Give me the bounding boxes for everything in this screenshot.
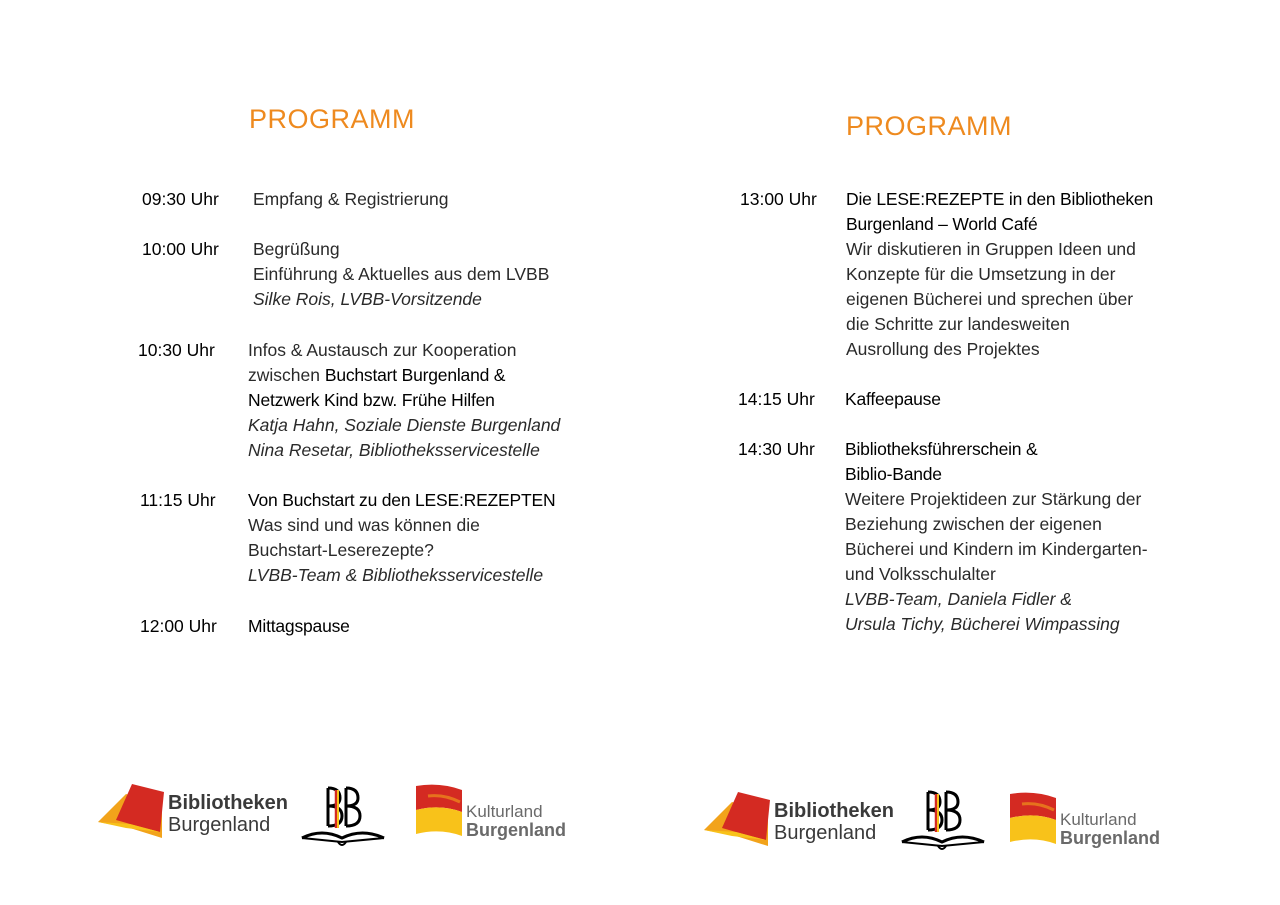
entry-speaker: Nina Resetar, Bibliotheksservicestelle xyxy=(248,440,540,460)
lvbb-book-logo xyxy=(300,782,386,848)
kulturland-flag-icon xyxy=(414,784,466,838)
bibliotheken-logo-text: Bibliotheken xyxy=(774,800,895,822)
entry-text-bold: Mittagspause xyxy=(248,616,350,636)
left-page-title: PROGRAMM xyxy=(249,104,415,134)
entry-text-bold: Burgenland – World Café xyxy=(846,214,1038,234)
right-logo-bar xyxy=(702,786,1172,866)
entry-time: 13:00 Uhr xyxy=(740,189,817,209)
entry-text: Beziehung zwischen der eigenen xyxy=(845,514,1102,534)
bibliotheken-burgenland-logo xyxy=(96,778,289,843)
entry-text: Buchstart-Leserezepte? xyxy=(248,540,434,560)
entry-text: Ausrollung des Projektes xyxy=(846,339,1040,359)
lvbb-book-logo xyxy=(900,786,986,852)
lvbb-book-icon xyxy=(300,782,386,848)
kulturland-burgenland-logo xyxy=(1008,792,1161,852)
entry-text: die Schritte zur landesweiten xyxy=(846,314,1070,334)
entry-text: zwischen xyxy=(248,365,325,385)
entry-speaker: LVBB-Team & Bibliotheksservicestelle xyxy=(248,565,544,585)
entry-text: Konzepte für die Umsetzung in der xyxy=(846,264,1116,284)
entry-time: 14:15 Uhr xyxy=(738,389,815,409)
entry-text-bold: Kaffeepause xyxy=(845,389,941,409)
entry-time: 11:15 Uhr xyxy=(140,490,216,510)
entry-speaker: Katja Hahn, Soziale Dienste Burgenland xyxy=(248,415,561,435)
entry-text: Empfang & Registrierung xyxy=(253,189,449,209)
entry-text-bold: Bibliotheksführerschein & xyxy=(845,439,1038,459)
entry-time: 09:30 Uhr xyxy=(142,189,219,209)
entry-text: Bücherei und Kindern im Kindergarten- xyxy=(845,539,1148,559)
bibliotheken-burgenland-logo xyxy=(702,786,895,851)
bibliotheken-logo-subtext: Burgenland xyxy=(774,822,877,844)
entry-time: 12:00 Uhr xyxy=(140,616,217,636)
entry-text: Was sind und was können die xyxy=(248,515,480,535)
entry-text: und Volksschulalter xyxy=(845,564,996,584)
entry-text: Weitere Projektideen zur Stärkung der xyxy=(845,489,1142,509)
entry-text: Wir diskutieren in Gruppen Ideen und xyxy=(846,239,1136,259)
entry-time: 10:00 Uhr xyxy=(142,239,219,259)
kulturland-logo-subtext: Burgenland xyxy=(1060,828,1161,848)
bibliotheken-book-icon xyxy=(702,788,772,848)
lvbb-book-icon xyxy=(900,786,986,852)
entry-text-bold: Netzwerk Kind bzw. Frühe Hilfen xyxy=(248,390,495,410)
kulturland-logo-text: Kulturland xyxy=(1060,810,1137,829)
kulturland-flag-icon xyxy=(1008,792,1060,846)
kulturland-logo-subtext: Burgenland xyxy=(466,820,567,840)
bibliotheken-logo-text: Bibliotheken xyxy=(168,792,289,814)
entry-text: eigenen Bücherei und sprechen über xyxy=(846,289,1134,309)
entry-time: 14:30 Uhr xyxy=(738,439,815,459)
entry-text: Begrüßung xyxy=(253,239,340,259)
left-logo-bar xyxy=(96,778,566,858)
entry-text-bold: Biblio-Bande xyxy=(845,464,942,484)
entry-text-bold: Die LESE:REZEPTE in den Bibliotheken xyxy=(846,189,1153,209)
entry-speaker: LVBB-Team, Daniela Fidler & xyxy=(845,589,1072,609)
kulturland-burgenland-logo xyxy=(414,784,567,844)
entry-speaker: Ursula Tichy, Bücherei Wimpassing xyxy=(845,614,1120,634)
bibliotheken-book-icon xyxy=(96,780,166,840)
entry-text-bold: Von Buchstart zu den LESE:REZEPTEN xyxy=(248,490,556,510)
entry-text-bold: Buchstart Burgenland & xyxy=(324,365,506,385)
bibliotheken-logo-subtext: Burgenland xyxy=(168,814,271,836)
entry-time: 10:30 Uhr xyxy=(138,340,215,360)
entry-speaker: Silke Rois, LVBB-Vorsitzende xyxy=(253,289,482,309)
entry-text: Einführung & Aktuelles aus dem LVBB xyxy=(253,264,550,284)
kulturland-logo-text: Kulturland xyxy=(466,802,543,821)
entry-text: Infos & Austausch zur Kooperation xyxy=(248,340,517,360)
right-page-title: PROGRAMM xyxy=(846,111,1012,141)
